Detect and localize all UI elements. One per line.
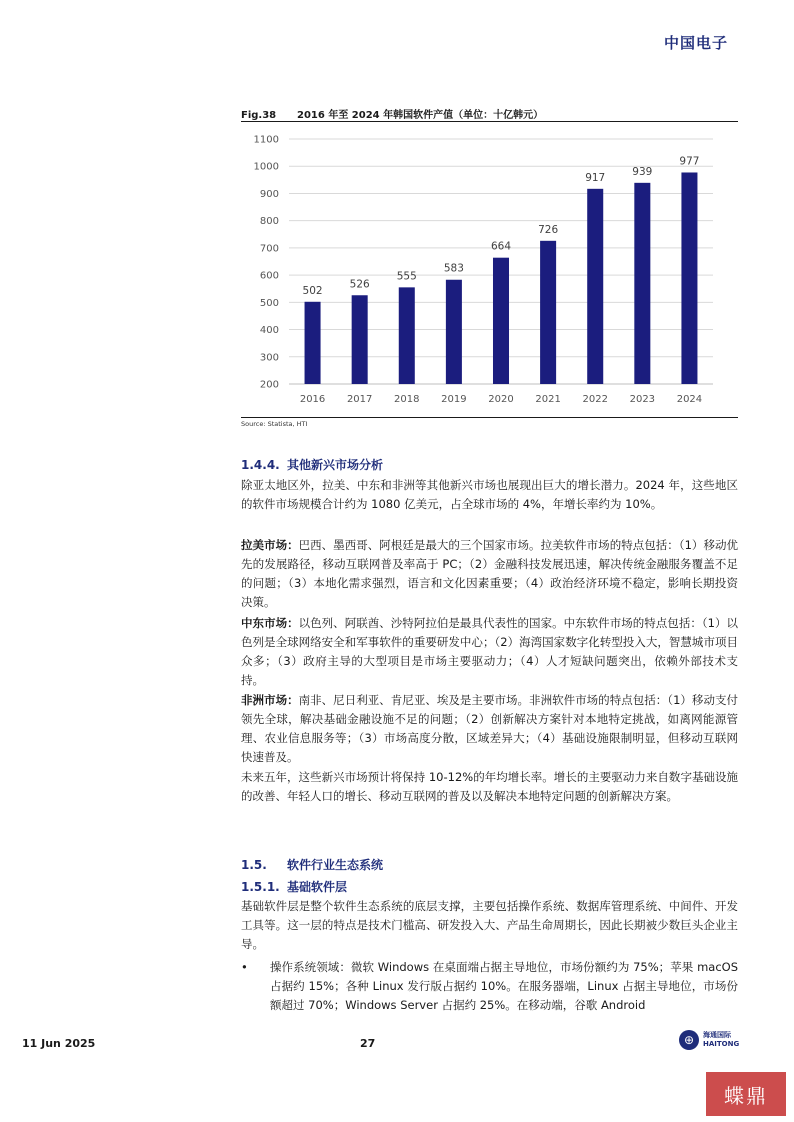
data-label: 939 bbox=[632, 165, 653, 178]
latam-text: 巴西、墨西哥、阿根廷是最大的三个国家市场。拉美软件市场的特点包括：（1）移动优先的发展路径，移动互联网普及率高于 PC；（2）金融科技发展迅速，解决传统金融服务覆盖不足的问题；（3）本地化需求强烈，语言和文化因素重要；（4）政治经济环境不稳定，影响长期投资决策。 bbox=[241, 538, 738, 609]
section-1-5-heading bbox=[241, 856, 383, 873]
y-tick-label: 300 bbox=[259, 352, 279, 364]
bar-chart bbox=[241, 124, 738, 416]
page-number: 27 bbox=[360, 1037, 376, 1050]
me-text: 以色列、阿联酋、沙特阿拉伯是最具代表性的国家。中东软件市场的特点包括：（1）以色列是全球网络安全和军事软件的重要研发中心；（2）海湾国家数字化转型投入大，智慧城市项目众多；（3）政府主导的大型项目是市场主要驱动力；（4）人才短缺问题突出，依赖外部技术支持。 bbox=[241, 616, 738, 687]
x-tick-label: 2018 bbox=[394, 394, 420, 405]
section-title: 其他新兴市场分析 bbox=[287, 458, 384, 472]
bar bbox=[540, 241, 556, 384]
data-label: 977 bbox=[679, 155, 700, 168]
y-tick-label: 400 bbox=[259, 325, 279, 337]
data-label: 555 bbox=[396, 270, 417, 283]
section-title: 软件行业生态系统 bbox=[287, 858, 384, 872]
section-number: 1.5. bbox=[241, 858, 267, 872]
africa-paragraph bbox=[241, 691, 738, 767]
bar bbox=[634, 183, 650, 384]
y-axis-labels bbox=[254, 135, 279, 391]
figure-source: Source: Statista, HTI bbox=[241, 420, 308, 428]
x-tick-label: 2024 bbox=[676, 394, 703, 405]
data-label: 583 bbox=[443, 262, 464, 275]
data-label: 502 bbox=[302, 284, 323, 297]
logo-cn: 海通国际 bbox=[703, 1031, 731, 1039]
x-tick-label: 2016 bbox=[299, 394, 326, 405]
bar bbox=[352, 295, 368, 384]
figure-number: Fig.38 bbox=[241, 110, 277, 121]
figure-caption bbox=[241, 106, 738, 121]
emerging-markets-intro: 除亚太地区外，拉美、中东和非洲等其他新兴市场也展现出巨大的增长潜力。2024 年，这些地区的软件市场规模合计约为 1080 亿美元，占全球市场的 4%，年增长率约为 10%。 bbox=[241, 478, 738, 511]
base-software-intro: 基础软件层是整个软件生态系统的底层支撑，主要包括操作系统、数据库管理系统、中间件、开发工具等。这一层的特点是技术门槛高、研发投入大、产品生命周期长，因此长期被少数巨头企业主导。 bbox=[241, 899, 738, 951]
haitong-logo-icon: ⊕ bbox=[679, 1030, 699, 1050]
footer-date: 11 Jun 2025 bbox=[22, 1037, 96, 1050]
bar bbox=[305, 302, 321, 384]
section-number: 1.4.4. bbox=[241, 458, 280, 472]
x-tick-label: 2020 bbox=[488, 394, 514, 405]
bar bbox=[446, 280, 462, 384]
x-tick-label: 2017 bbox=[346, 394, 373, 405]
y-tick-label: 700 bbox=[259, 243, 279, 255]
data-label: 664 bbox=[490, 240, 512, 253]
y-tick-label: 200 bbox=[259, 379, 279, 391]
y-tick-label: 600 bbox=[259, 270, 279, 282]
outlook-paragraph: 未来五年，这些新兴市场预计将保持 10-12%的年均增长率。增长的主要驱动力来自数字基础设施的改善、年轻人口的增长、移动互联网的普及以及解决本地特定问题的创新解决方案。 bbox=[241, 770, 738, 803]
x-axis-labels bbox=[300, 394, 702, 405]
y-tick-label: 1100 bbox=[253, 134, 279, 146]
bar bbox=[493, 258, 509, 384]
x-tick-label: 2019 bbox=[441, 394, 467, 405]
os-bullet-text: 操作系统领域：微软 Windows 在桌面端占据主导地位，市场份额约为 75%；苹果 macOS 占据约 15%；各种 Linux 发行版占据约 10%。在服务器端，Linux 占据主导地位，市场份额超过 70%；Windows Server 占据约 25%。在移动端，谷歌 Android bbox=[270, 960, 738, 1012]
middle-east-paragraph bbox=[241, 614, 738, 690]
header-brand: 中国电子 bbox=[664, 34, 729, 52]
data-label: 526 bbox=[349, 278, 370, 291]
haitong-logo bbox=[679, 1030, 739, 1050]
bar bbox=[399, 287, 415, 384]
figure-bottom-rule bbox=[241, 417, 738, 418]
haitong-logo-text bbox=[703, 1031, 739, 1049]
africa-lead: 非洲市场： bbox=[241, 693, 299, 707]
bullet-mark: • bbox=[241, 960, 248, 974]
figure-title: 2016 年至 2024 年韩国软件产值（单位：十亿韩元） bbox=[297, 110, 544, 121]
y-tick-label: 1000 bbox=[253, 161, 279, 173]
y-tick-label: 900 bbox=[259, 188, 279, 200]
figure-top-rule bbox=[241, 121, 738, 122]
bar bbox=[587, 189, 603, 384]
latam-lead: 拉美市场： bbox=[241, 538, 299, 552]
bar bbox=[681, 172, 697, 384]
y-tick-label: 500 bbox=[259, 297, 279, 309]
section-1-5-1-heading bbox=[241, 878, 347, 895]
data-label: 726 bbox=[538, 223, 559, 236]
x-tick-label: 2023 bbox=[629, 394, 656, 405]
section-title: 基础软件层 bbox=[287, 880, 348, 894]
x-tick-label: 2021 bbox=[535, 394, 561, 405]
list-item bbox=[241, 958, 738, 1015]
logo-en: HAITONG bbox=[703, 1040, 740, 1048]
x-tick-label: 2022 bbox=[582, 394, 608, 405]
y-tick-label: 800 bbox=[259, 216, 279, 228]
watermark-stamp: 蝶鼎 bbox=[706, 1072, 786, 1116]
section-1-4-4-heading bbox=[241, 456, 383, 473]
latam-paragraph bbox=[241, 536, 738, 612]
africa-text: 南非、尼日利亚、肯尼亚、埃及是主要市场。非洲软件市场的特点包括：（1）移动支付领先全球，解决基础金融设施不足的问题；（2）创新解决方案针对本地特定挑战，如离网能源管理、农业信息服务等；（3）市场高度分散，区域差异大；（4）基础设施限制明显，但移动互联网快速普及。 bbox=[241, 693, 738, 764]
data-label: 917 bbox=[585, 171, 606, 184]
me-lead: 中东市场： bbox=[241, 616, 299, 630]
section-number: 1.5.1. bbox=[241, 880, 280, 894]
